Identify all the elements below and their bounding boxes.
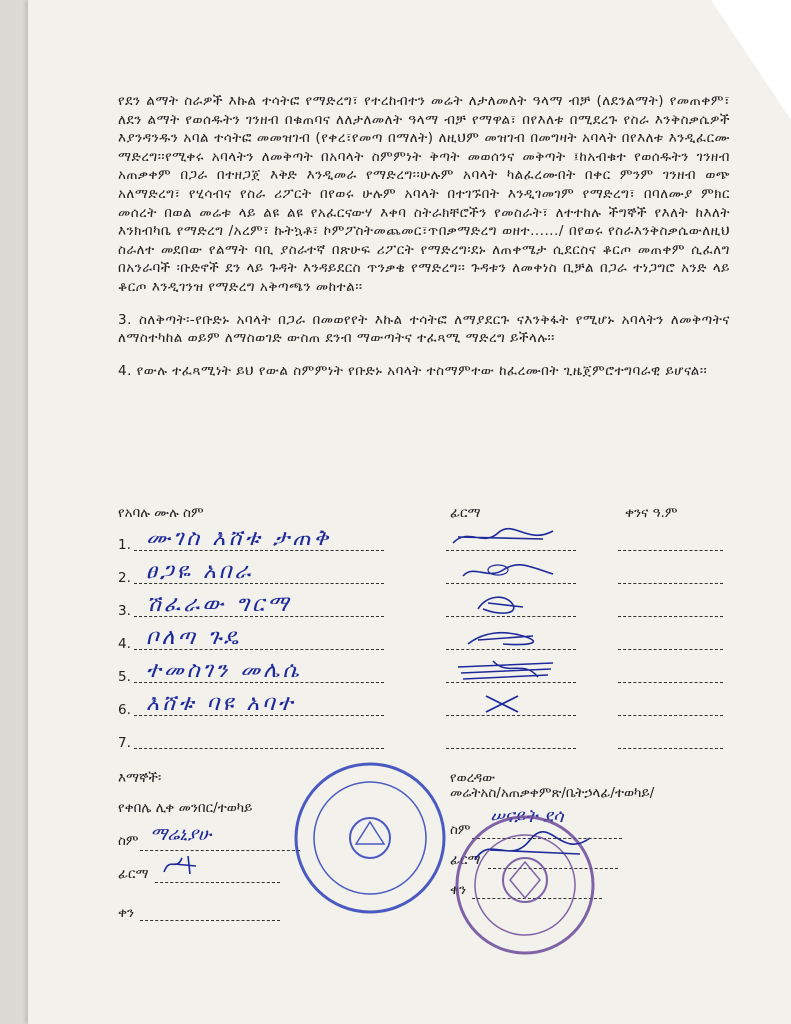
witness-date-label: ቀን bbox=[118, 905, 135, 921]
name-line bbox=[134, 682, 384, 683]
witness-name-value: ማሬኒያሁ bbox=[150, 824, 212, 845]
signature-scribble bbox=[453, 657, 563, 685]
name-line bbox=[134, 748, 384, 749]
signature-scribble bbox=[448, 525, 558, 551]
member-row-4 bbox=[118, 624, 738, 654]
member-row-5 bbox=[118, 657, 738, 687]
date-line bbox=[618, 550, 723, 551]
member-row-1 bbox=[118, 525, 738, 555]
signature-line bbox=[446, 748, 576, 749]
row-number: 7. bbox=[118, 735, 131, 751]
member-name: እሸቱ ባዩ አባተ bbox=[146, 691, 296, 716]
row-number: 2. bbox=[118, 570, 131, 586]
name-line bbox=[134, 715, 384, 716]
name-line bbox=[134, 583, 384, 584]
row-number: 3. bbox=[118, 603, 131, 619]
date-line bbox=[618, 715, 723, 716]
witness-signature-scribble bbox=[160, 852, 200, 878]
paragraph-penalty: 3. ስለቅጣት፡-የቡድኑ አባላት በጋራ በመወየየት እኩል ተሳትፎ ለማያደርጉ ናእንቅፋት የሚሆኑ አባላትን ለመቅጣትና ለማስተካከል ወይም ለማስወገድ ውስጠ ደንብ ማውጣትና ተፈጻሚ ማድረግ ይችላሉ፡፡ bbox=[118, 311, 730, 347]
witness-name-label: ስም bbox=[118, 833, 139, 849]
agreement-body bbox=[118, 92, 730, 394]
name-line bbox=[134, 616, 384, 617]
witness-sign-label: ፊርማ bbox=[118, 866, 149, 882]
witness-date-line bbox=[140, 920, 280, 921]
member-row-7 bbox=[118, 723, 738, 753]
row-number: 1. bbox=[118, 537, 131, 553]
name-line bbox=[134, 649, 384, 650]
registrar-sign-label: ፊርማ bbox=[450, 852, 481, 868]
registrar-name-value: ሠናይት ደሳ bbox=[490, 806, 564, 827]
date-line bbox=[618, 583, 723, 584]
signature-scribble bbox=[468, 591, 538, 617]
column-header-signature: ፊርማ bbox=[450, 505, 481, 521]
binding-strip bbox=[0, 0, 28, 1024]
member-name: ፀጋዬ አበራ bbox=[146, 559, 254, 584]
member-name: ሽፈራው ግርማ bbox=[146, 592, 292, 617]
kebele-chair-label: የቀበሌ ሊቀ መንበር/ተወካይ bbox=[118, 800, 253, 816]
date-line bbox=[618, 616, 723, 617]
signature-scribble bbox=[463, 626, 543, 650]
member-row-3 bbox=[118, 591, 738, 621]
date-line bbox=[618, 748, 723, 749]
row-number: 4. bbox=[118, 636, 131, 652]
registrar-date-label: ቀን bbox=[450, 882, 467, 898]
registrar-label: የወረዳው bbox=[450, 770, 496, 786]
column-header-name: የአባሉ ሙሉ ስም bbox=[118, 505, 204, 521]
signature-scribble bbox=[478, 692, 528, 716]
witness-name-line bbox=[140, 850, 300, 851]
member-row-2 bbox=[118, 558, 738, 588]
member-row-6 bbox=[118, 690, 738, 720]
member-name: ቦለጣ ጉዴ bbox=[146, 625, 242, 650]
date-line bbox=[618, 649, 723, 650]
column-header-date: ቀንና ዓ.ም bbox=[625, 505, 678, 521]
row-number: 5. bbox=[118, 669, 131, 685]
row-number: 6. bbox=[118, 702, 131, 718]
registrar-signature-scribble bbox=[470, 830, 600, 870]
name-line bbox=[134, 550, 384, 551]
date-line bbox=[618, 682, 723, 683]
paragraph-obligations: የደን ልማት ስራዎች እኩል ተሳትፎ የማድረግ፣ የተረከብተን መሬት ለታለመለት ዓላማ ብቻ (ለደንልማት) የመጠቀም፣ ለደን ልማት የወሰዱትን ገንዘብ በቁጠባና ለለታለመለት ዓላማ ብቻ የማዋል፣ በየእለቱ በሚደረጉ የስራ እንቅስቃሴዎች እያንዳንዱን አባል ተሳትፎ መመዝገብ (የቀረ፣የመጣ በማለት) ለዚህም መዝገብ በመግዛት አባላት በየእለቱ እንዲፈርሙ ማድረግ፡፡የሚቀሩ አባላትን ለመቅጣት በአባላት ስምምነት ቅጣት መወሰንና መቅጣት ፤ከአብቁተ የወሰዱትን ገንዘብ አጠቃቀም በጋራ በተዘጋጀ እቅድ እንዲመራ የማድረግ፡፡ሁሉም አባላት ካልፈረሙበት በቀር ምንም ገንዘብ ወጭ አለማድረግ፣ የሂሳብና የስራ ሪፖርት በየወሩ ሁሉም አባላት በተገኙበት እንዲገመገም የማድረግ፣ በባለሙያ ምክር መሰረት በወል መሬቱ ላይ ልዩ ልዩ የአፈርናውሃ እቀባ ስትራክቸሮችን የመስራት፣ ለተተከሉ ችግኞች የእለት ከእለት እንክብካቤ የማድረግ /አረም፣ ኩትኳቶ፣ ኮምፖስትመጨመር፣ጥበቃማድረግ ወዘተ....../ በየወሩ የስራእንቅስቃሴውለዚህ ስራለተ መደበው የልማት ባቢ ያስራተኛ በጽሁፍ ሪፖርት የማድረግ፡ደኑ ለጠቀሜታ ሲደርስና ቆርጦ መጠቀም ሲፈለግ በአንራባች ፡ቡድኖች ደን ላይ ጉዳት እንዳይደርስ ጥንቃቄ የማድረግ፡፡ ጉዳቱን ለመቀነስ ቢቻል በጋራ ተነጋግሮ አንድ ላይ ቆርጦ እንዲገንዝ የማድረግ አቅጣጫን መከተል፡፡ bbox=[118, 93, 730, 295]
registrar-role-label: መሬትአስ/አጠቃቀምጽ/ቤትኃላፊ/ተወካይ/ bbox=[450, 785, 655, 801]
registrar-name-label: ስም bbox=[450, 822, 471, 838]
witnesses-label: እማኞች፡ bbox=[118, 770, 162, 786]
signature-scribble bbox=[458, 560, 558, 584]
member-name: ተመስገን መሌሴ bbox=[146, 658, 302, 683]
witness-sign-line bbox=[155, 882, 280, 883]
member-name: ሙገስ እሸቱ ታጠቅ bbox=[146, 526, 332, 551]
paragraph-effectiveness: 4. የውሉ ተፈጻሚነት ይህ የውል ስምምነት የቡድኑ አባላት ተስማምተው ከፈረሙበት ጊዜጀምሮተግባራዊ ይሆናል፡፡ bbox=[118, 362, 708, 379]
kebele-stamp-icon bbox=[290, 758, 450, 918]
